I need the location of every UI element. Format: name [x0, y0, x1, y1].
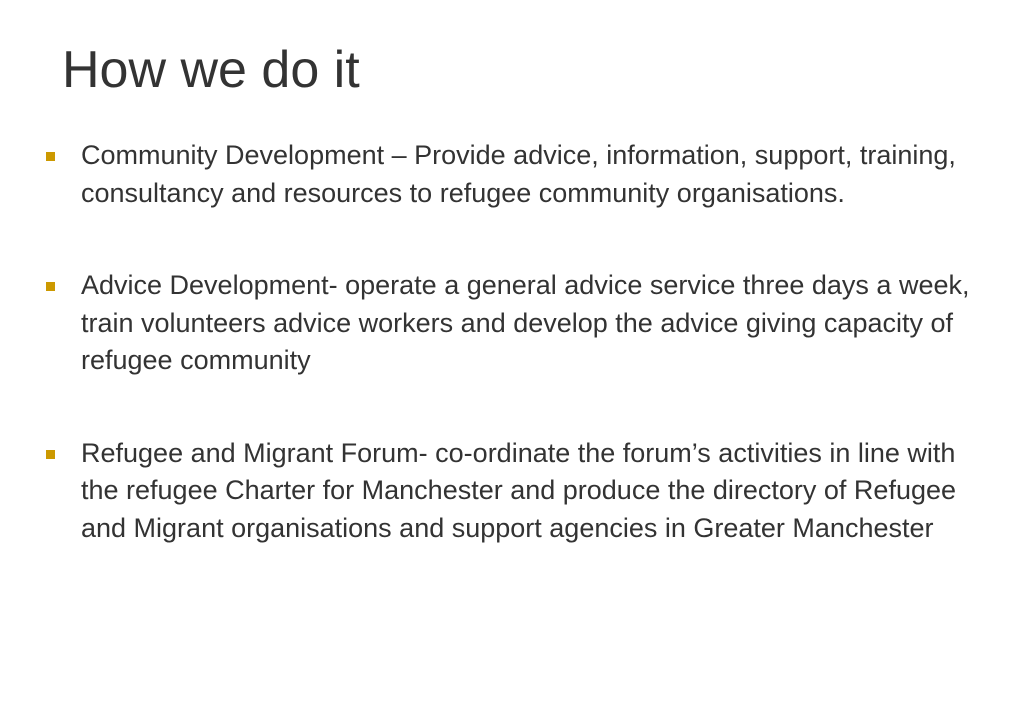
bullet-item-community-development [42, 137, 977, 212]
bullet-text: Refugee and Migrant Forum- co-ordinate the forum’s activities in line with the refugee Charter for Manchester and produce the directory of Refugee and Migrant organisations and support agencies in Greater Manchester [81, 437, 957, 543]
bullet-text: Community Development – Provide advice, information, support, training, consultancy and resources to refugee community organisations. [81, 140, 956, 208]
bullet-list [42, 137, 977, 547]
bullet-item-migrant-forum [42, 435, 977, 548]
bullet-item-advice-development [42, 267, 977, 380]
slide-title: How we do it [62, 41, 360, 99]
bullet-text: Advice Development- operate a general advice service three days a week, train volunteers advice workers and develop the advice giving capacity of refugee community [81, 270, 970, 375]
square-bullet-icon [46, 450, 55, 459]
square-bullet-icon [46, 282, 55, 291]
square-bullet-icon [46, 152, 55, 161]
